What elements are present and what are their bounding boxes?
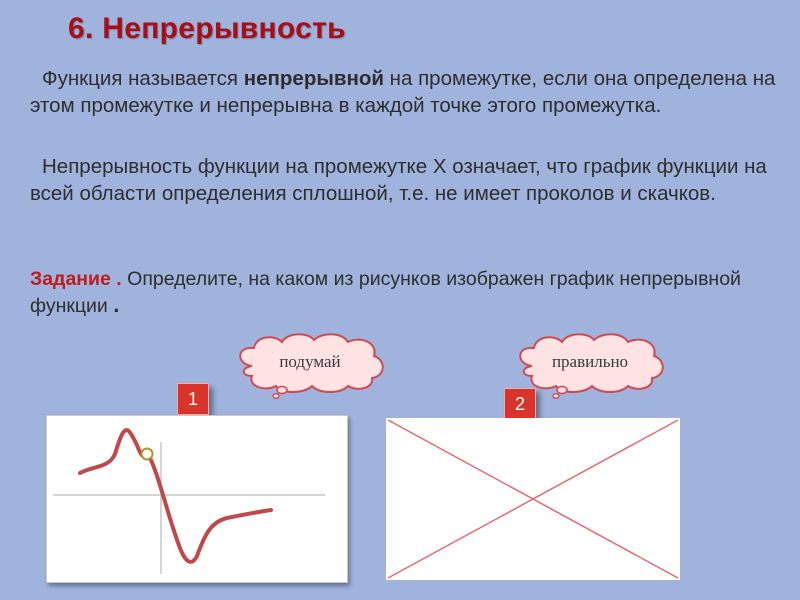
- definition-paragraph: [30, 65, 790, 119]
- definition-text-end: на промежутке, если она определена на этом промежутке и непрерывна в каждой точке этого промежутка.: [30, 67, 776, 117]
- continuity-paragraph: Непрерывность функции на промежутке X означает, что график функции на всей области определения сплошной, т.е. не имеет проколов и скачков.: [30, 155, 767, 205]
- cloud-think-text: подумай: [279, 352, 341, 371]
- graph-1-svg: [47, 416, 347, 582]
- badge-1[interactable]: 1: [177, 383, 209, 415]
- cloud-correct-text: правильно: [551, 352, 629, 371]
- graph-panel-1[interactable]: [46, 415, 348, 583]
- task-paragraph: [30, 266, 790, 319]
- graph-2-svg: [386, 418, 680, 580]
- slide-title: 6. Непрерывность: [68, 12, 346, 45]
- definition-text-start: Функция называется: [42, 67, 244, 90]
- puncture-point: [142, 449, 153, 460]
- definition-keyword: непрерывной: [243, 67, 384, 90]
- curve-left-branch: [80, 430, 145, 473]
- cloud-callout-think[interactable]: [230, 330, 390, 400]
- task-text: Определите, на каком из рисунков изображен график непрерывной функции: [30, 268, 741, 317]
- task-label: Задание .: [30, 268, 122, 290]
- badge-2[interactable]: 2: [504, 388, 536, 420]
- graph-panel-2[interactable]: [386, 418, 680, 580]
- curve-right-branch: [150, 458, 271, 562]
- task-end: .: [113, 292, 120, 317]
